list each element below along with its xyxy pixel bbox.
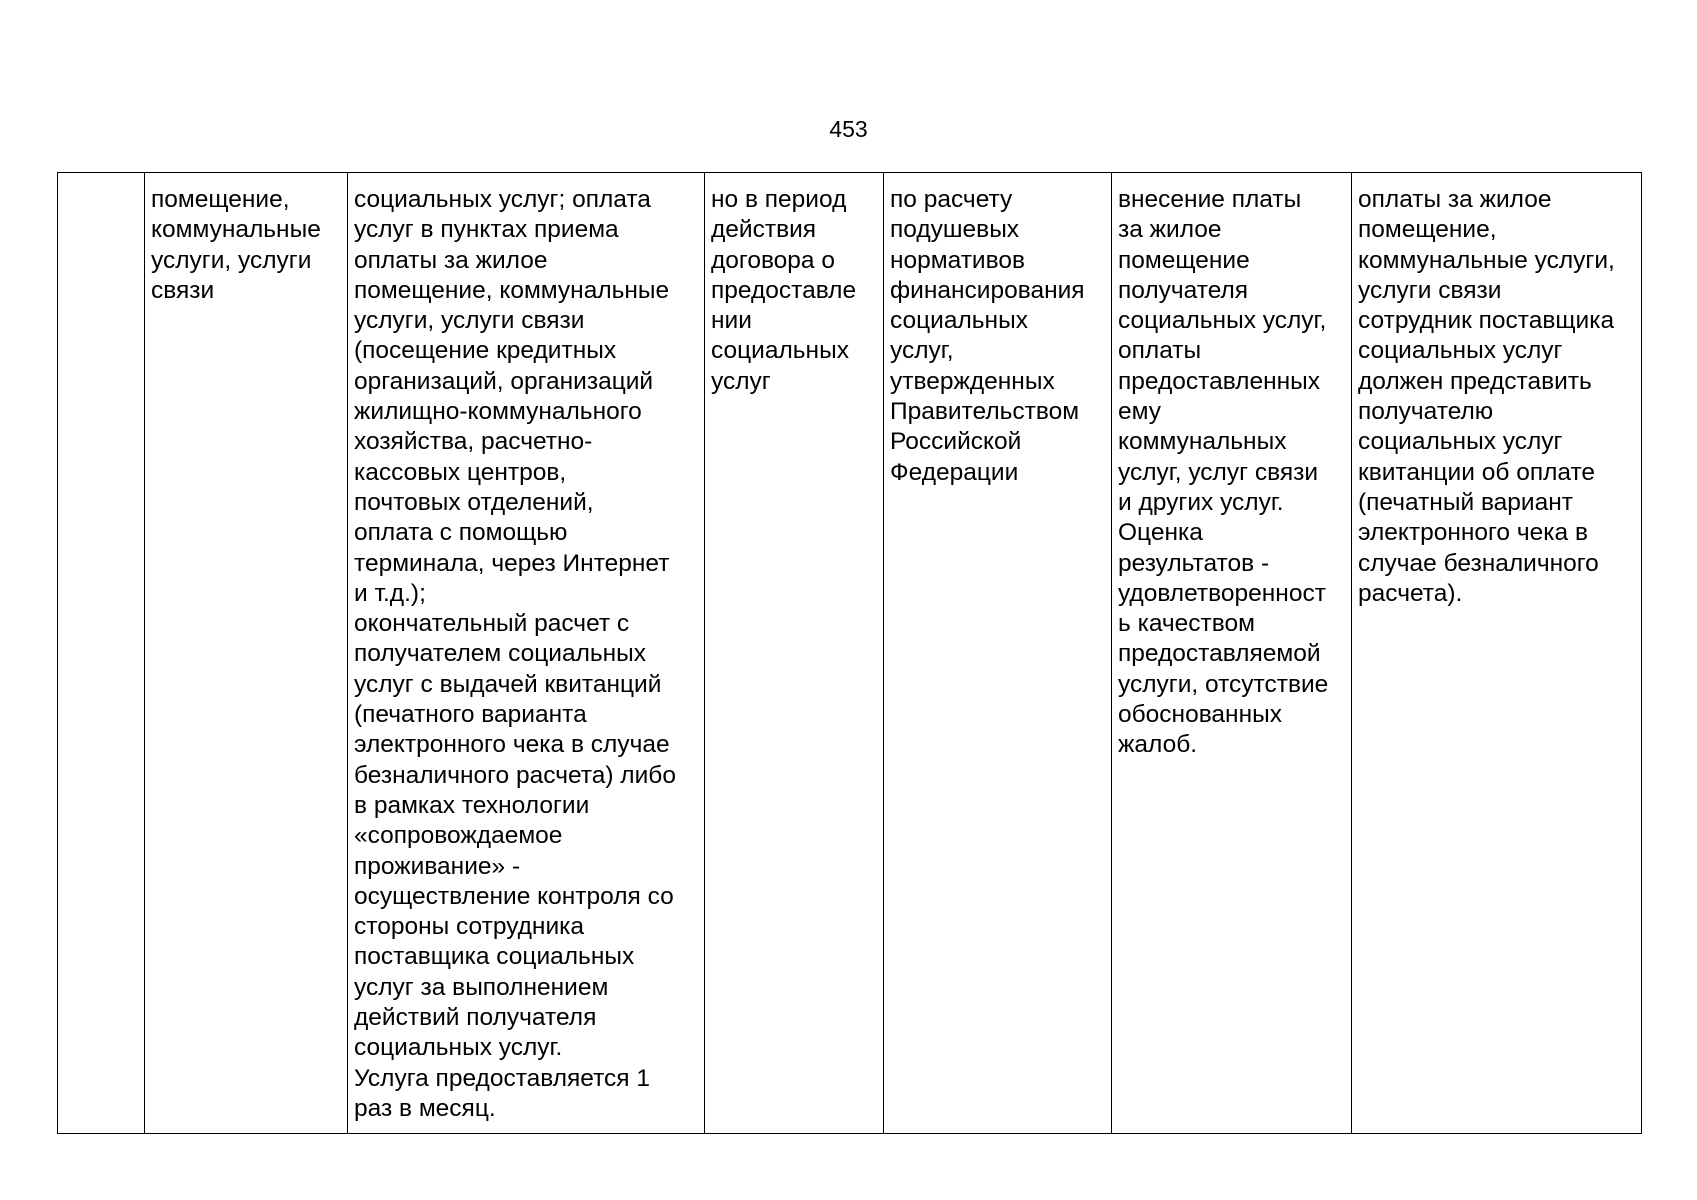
table-cell-quality-indicators: внесение платы за жилое помещение получателя социальных услуг, оплаты предоставленных ему коммунальных услуг, услуг связи и других услуг. Оценка результатов - удовлетворенност ь качеством предоставляемой услуги, отсутствие обоснованных жалоб.	[1112, 173, 1352, 1134]
table-cell-service-period: но в период действия договора о предоставле нии социальных услуг	[705, 173, 884, 1134]
table-cell-service-name: помещение, коммунальные услуги, услуги связи	[145, 173, 348, 1134]
services-table	[57, 172, 1642, 1134]
table-cell-service-conditions: оплаты за жилое помещение, коммунальные услуги, услуги связи сотрудник поставщика социальных услуг должен представить получателю социальных услуг квитанции об оплате (печатный вариант электронного чека в случае безналичного расчета).	[1352, 173, 1642, 1134]
table-cell-service-description: социальных услуг; оплата услуг в пунктах приема оплаты за жилое помещение, коммунальные услуги, услуги связи (посещение кредитных организаций, организаций жилищно-коммунального хозяйства, расчетно- кассовых центров, почтовых отделений, оплата с помощью терминала, через Интернет и т.д.); окончательный расчет с получателем социальных услуг с выдачей квитанций (печатного варианта электронного чека в случае безналичного расчета) либо в рамках технологии «сопровождаемое проживание» - осуществление контроля со стороны сотрудника поставщика социальных услуг за выполнением действий получателя социальных услуг. Услуга предоставляется 1 раз в месяц.	[348, 173, 705, 1134]
table-cell-cost-basis: по расчету подушевых нормативов финансирования социальных услуг, утвержденных Правительством Российской Федерации	[884, 173, 1112, 1134]
table-cell-number	[58, 173, 145, 1134]
table-row	[58, 173, 1642, 1134]
page-number: 453	[829, 116, 868, 142]
